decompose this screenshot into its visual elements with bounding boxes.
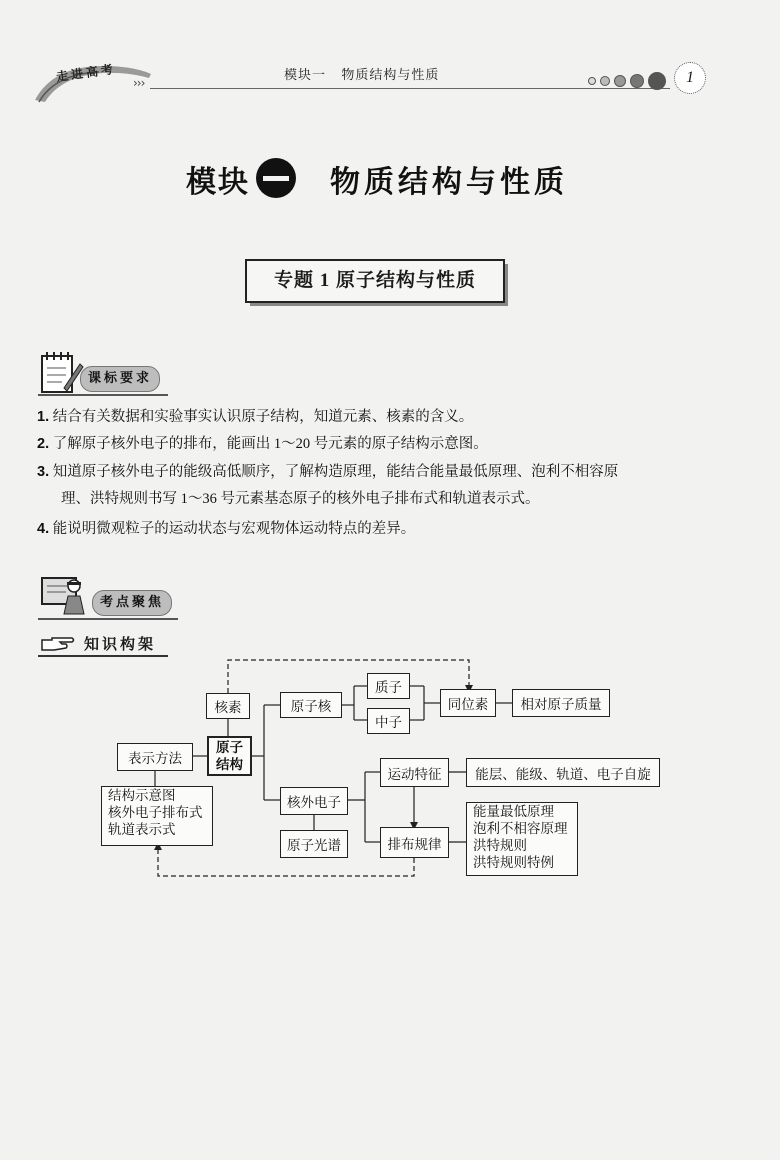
framework-label: 知识构架 — [84, 635, 157, 653]
node-arrangement-rules: 排布规律 — [380, 827, 449, 858]
node-motion-description: 能层、能级、轨道、电子自旋 — [466, 758, 660, 787]
module-prefix: 模块 — [186, 165, 250, 200]
curriculum-item-text: 知道原子核外电子的能级高低顺序，了解构造原理，能结合能量最低原理、泡利不相容原 — [52, 464, 619, 480]
curriculum-item-number: 4. — [37, 521, 50, 537]
representation-item: 结构示意图 — [108, 788, 176, 803]
curriculum-item-number: 2. — [37, 436, 50, 452]
curriculum-item-number: 3. — [37, 464, 50, 480]
node-isotope: 同位素 — [440, 689, 496, 717]
node-relative-atomic-mass: 相对原子质量 — [512, 689, 610, 717]
node-atomic-spectrum: 原子光谱 — [280, 830, 348, 858]
representation-item: 核外电子排布式 — [108, 805, 203, 820]
node-atom-structure-line: 结构 — [216, 757, 243, 772]
curriculum-item-number: 1. — [37, 409, 50, 425]
node-electrons: 核外电子 — [280, 787, 348, 815]
rule-item: 能量最低原理 — [473, 804, 554, 819]
node-proton: 质子 — [367, 673, 410, 699]
node-nuclide: 核素 — [206, 693, 250, 719]
header-arrows: ››› — [133, 76, 145, 90]
node-representation: 表示方法 — [117, 743, 193, 771]
curriculum-item-text: 能说明微观粒子的运动状态与宏观物体运动特点的差异。 — [52, 521, 416, 537]
node-motion-features: 运动特征 — [380, 758, 449, 787]
curriculum-badge: 课标要求 — [80, 366, 160, 392]
header-module-label: 模块一 — [284, 68, 327, 83]
rule-item: 洪特规则特例 — [473, 855, 554, 870]
header-logo-text: 走进高考 — [55, 61, 117, 85]
rule-item: 泡利不相容原理 — [473, 821, 568, 836]
header-section-label: 物质结构与性质 — [341, 68, 440, 83]
topic-title: 专题 1 原子结构与性质 — [245, 259, 505, 303]
curriculum-item-text: 理、洪特规则书写 1～36 号元素基态原子的核外电子排布式和轨道表示式。 — [61, 491, 540, 507]
curriculum-item-text: 结合有关数据和实验事实认识原子结构，知道元素、核素的含义。 — [52, 409, 474, 425]
node-atom-structure — [207, 736, 252, 776]
page-number: 1 — [674, 62, 706, 94]
focus-badge: 考点聚焦 — [92, 590, 172, 616]
node-rules-list — [466, 802, 578, 876]
node-nucleus: 原子核 — [280, 692, 342, 718]
node-neutron: 中子 — [367, 708, 410, 734]
curriculum-item-text: 了解原子核外电子的排布，能画出 1～20 号元素的原子结构示意图。 — [52, 436, 488, 452]
module-title: 物质结构与性质 — [330, 165, 568, 200]
node-representation-list — [101, 786, 213, 846]
rule-item: 洪特规则 — [473, 838, 527, 853]
node-atom-structure-line: 原子 — [216, 740, 243, 755]
representation-item: 轨道表示式 — [108, 822, 176, 837]
